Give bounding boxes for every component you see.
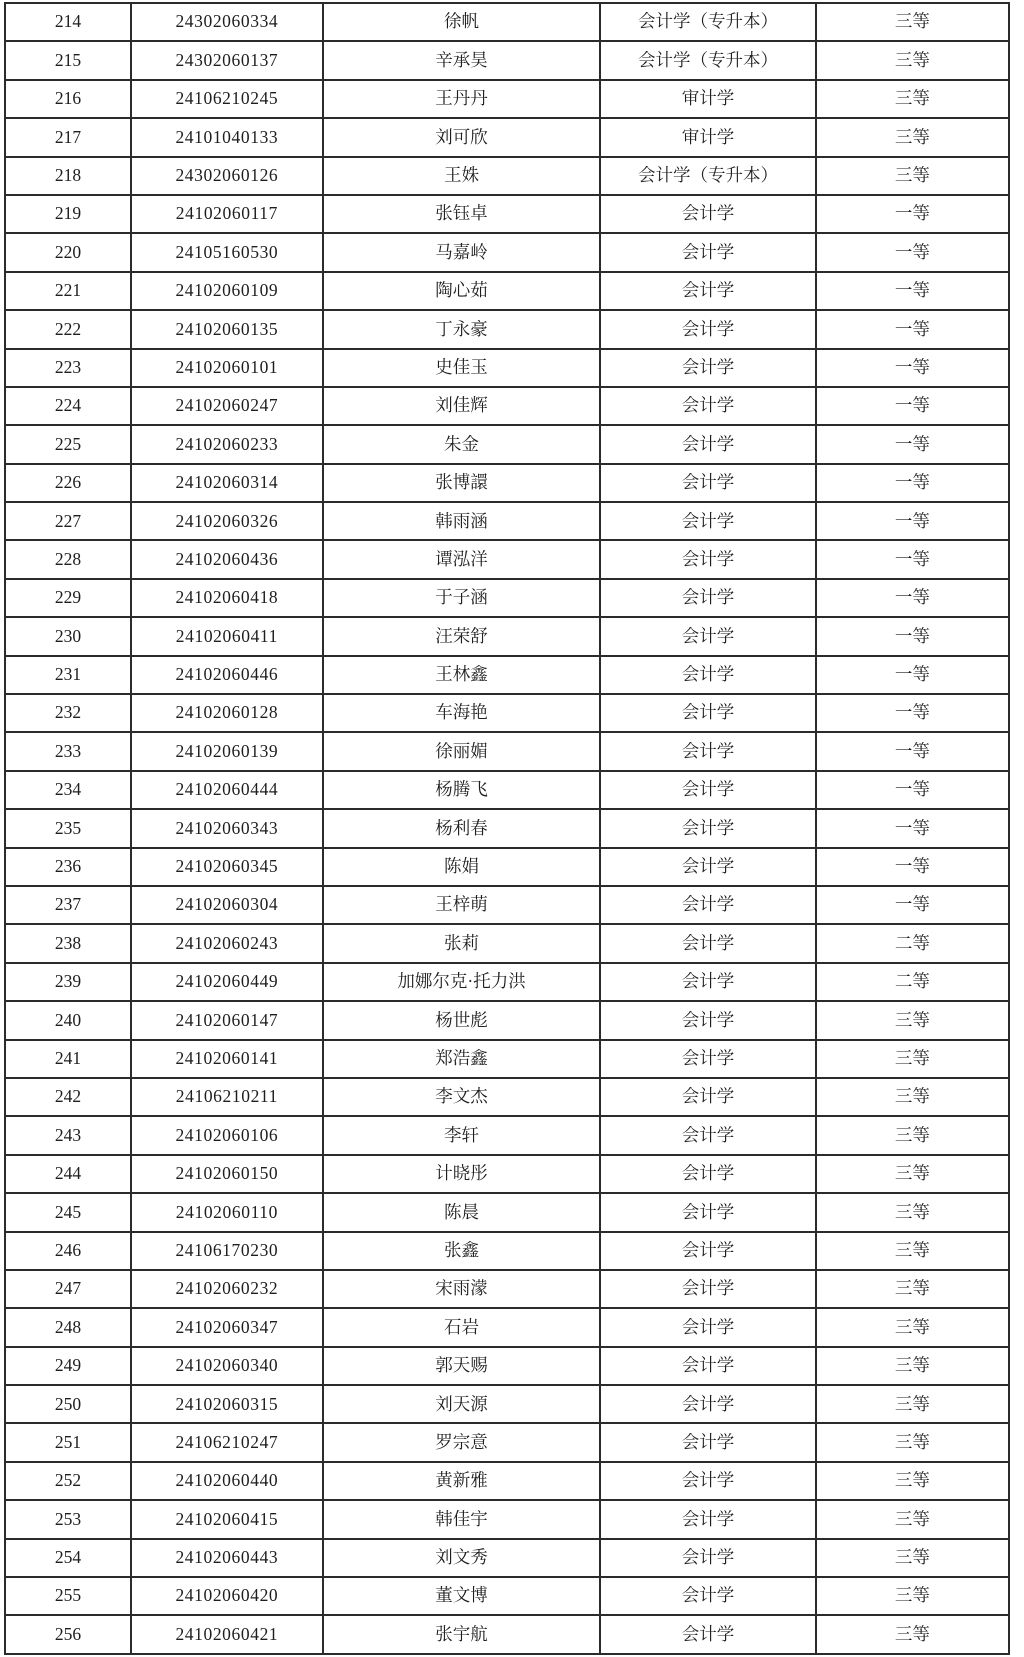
cell-major: 会计学	[600, 195, 815, 233]
cell-major: 会计学	[600, 1308, 815, 1346]
cell-row-number: 253	[5, 1500, 131, 1538]
cell-student-name: 郑浩鑫	[323, 1040, 601, 1078]
table-row	[5, 118, 1009, 156]
cell-student-id: 24102060110	[131, 1193, 323, 1231]
cell-row-number: 234	[5, 771, 131, 809]
cell-award-tier: 三等	[816, 1615, 1009, 1654]
cell-student-id: 24302060137	[131, 41, 323, 79]
cell-student-name: 朱金	[323, 425, 601, 463]
cell-student-id: 24102060150	[131, 1155, 323, 1193]
cell-major: 会计学	[600, 349, 815, 387]
cell-student-name: 董文博	[323, 1577, 601, 1615]
cell-major: 会计学	[600, 617, 815, 655]
cell-row-number: 244	[5, 1155, 131, 1193]
table-row	[5, 924, 1009, 962]
cell-award-tier: 一等	[816, 848, 1009, 886]
cell-major: 会计学	[600, 656, 815, 694]
cell-major: 会计学	[600, 1040, 815, 1078]
cell-major: 会计学	[600, 1155, 815, 1193]
cell-major: 会计学	[600, 1500, 815, 1538]
cell-row-number: 245	[5, 1193, 131, 1231]
cell-student-id: 24106170230	[131, 1232, 323, 1270]
cell-award-tier: 一等	[816, 694, 1009, 732]
table-row	[5, 1577, 1009, 1615]
cell-award-tier: 三等	[816, 1577, 1009, 1615]
cell-award-tier: 三等	[816, 1539, 1009, 1577]
cell-major: 会计学	[600, 1232, 815, 1270]
table-row	[5, 233, 1009, 271]
cell-student-id: 24102060443	[131, 1539, 323, 1577]
cell-major: 会计学	[600, 924, 815, 962]
cell-row-number: 237	[5, 886, 131, 924]
cell-student-name: 王姝	[323, 157, 601, 195]
table-row	[5, 1347, 1009, 1385]
table-row	[5, 809, 1009, 847]
cell-student-name: 罗宗意	[323, 1423, 601, 1461]
cell-student-name: 辛承昊	[323, 41, 601, 79]
cell-major: 会计学	[600, 1270, 815, 1308]
cell-award-tier: 三等	[816, 1462, 1009, 1500]
table-row	[5, 1385, 1009, 1423]
cell-major: 会计学（专升本）	[600, 157, 815, 195]
cell-student-id: 24102060411	[131, 617, 323, 655]
cell-major: 会计学	[600, 1423, 815, 1461]
cell-award-tier: 三等	[816, 1232, 1009, 1270]
cell-row-number: 229	[5, 579, 131, 617]
table-row	[5, 848, 1009, 886]
cell-student-name: 刘可欣	[323, 118, 601, 156]
table-row	[5, 1500, 1009, 1538]
cell-student-name: 王梓萌	[323, 886, 601, 924]
cell-award-tier: 一等	[816, 425, 1009, 463]
table-row	[5, 617, 1009, 655]
cell-row-number: 254	[5, 1539, 131, 1577]
cell-major: 会计学	[600, 464, 815, 502]
cell-major: 会计学	[600, 579, 815, 617]
cell-major: 会计学	[600, 502, 815, 540]
cell-award-tier: 二等	[816, 924, 1009, 962]
cell-student-id: 24102060420	[131, 1577, 323, 1615]
cell-major: 会计学	[600, 1615, 815, 1654]
table-row	[5, 1270, 1009, 1308]
award-roster-table	[4, 2, 1010, 1655]
cell-student-name: 刘天源	[323, 1385, 601, 1423]
cell-award-tier: 三等	[816, 118, 1009, 156]
cell-row-number: 247	[5, 1270, 131, 1308]
table-row	[5, 886, 1009, 924]
cell-student-id: 24302060334	[131, 3, 323, 41]
cell-student-id: 24102060347	[131, 1308, 323, 1346]
table-row	[5, 1116, 1009, 1154]
cell-award-tier: 三等	[816, 1155, 1009, 1193]
cell-major: 会计学	[600, 1078, 815, 1116]
cell-award-tier: 一等	[816, 387, 1009, 425]
cell-row-number: 233	[5, 732, 131, 770]
cell-student-id: 24106210247	[131, 1423, 323, 1461]
cell-student-name: 马嘉岭	[323, 233, 601, 271]
cell-student-name: 汪荣舒	[323, 617, 601, 655]
cell-award-tier: 三等	[816, 1308, 1009, 1346]
cell-award-tier: 一等	[816, 233, 1009, 271]
cell-major: 会计学	[600, 310, 815, 348]
cell-student-name: 杨腾飞	[323, 771, 601, 809]
table-row	[5, 464, 1009, 502]
cell-row-number: 230	[5, 617, 131, 655]
cell-award-tier: 一等	[816, 732, 1009, 770]
cell-student-id: 24105160530	[131, 233, 323, 271]
table-row	[5, 502, 1009, 540]
table-row	[5, 1001, 1009, 1039]
cell-student-id: 24102060243	[131, 924, 323, 962]
cell-student-name: 加娜尔克·托力洪	[323, 963, 601, 1001]
cell-student-name: 刘文秀	[323, 1539, 601, 1577]
table-row	[5, 1539, 1009, 1577]
cell-major: 会计学	[600, 1385, 815, 1423]
cell-student-id: 24106210211	[131, 1078, 323, 1116]
cell-award-tier: 一等	[816, 579, 1009, 617]
table-row	[5, 1232, 1009, 1270]
cell-award-tier: 一等	[816, 272, 1009, 310]
table-row	[5, 1308, 1009, 1346]
cell-student-name: 张博譞	[323, 464, 601, 502]
cell-major: 会计学	[600, 233, 815, 271]
table-row	[5, 963, 1009, 1001]
cell-award-tier: 三等	[816, 1078, 1009, 1116]
cell-row-number: 248	[5, 1308, 131, 1346]
cell-student-name: 徐丽媚	[323, 732, 601, 770]
cell-row-number: 256	[5, 1615, 131, 1654]
table-row	[5, 1078, 1009, 1116]
cell-student-id: 24102060444	[131, 771, 323, 809]
cell-major: 会计学	[600, 1347, 815, 1385]
cell-award-tier: 三等	[816, 1385, 1009, 1423]
cell-student-name: 史佳玉	[323, 349, 601, 387]
table-row	[5, 579, 1009, 617]
cell-major: 会计学	[600, 886, 815, 924]
cell-major: 会计学	[600, 1116, 815, 1154]
cell-major: 审计学	[600, 118, 815, 156]
cell-row-number: 231	[5, 656, 131, 694]
cell-student-name: 计晓彤	[323, 1155, 601, 1193]
cell-row-number: 255	[5, 1577, 131, 1615]
cell-row-number: 240	[5, 1001, 131, 1039]
cell-row-number: 239	[5, 963, 131, 1001]
cell-student-id: 24102060345	[131, 848, 323, 886]
cell-row-number: 235	[5, 809, 131, 847]
scanned-roster-page	[4, 2, 1010, 1655]
cell-award-tier: 三等	[816, 1347, 1009, 1385]
cell-student-name: 徐帆	[323, 3, 601, 41]
cell-student-id: 24102060446	[131, 656, 323, 694]
cell-student-id: 24102060340	[131, 1347, 323, 1385]
cell-student-id: 24102060139	[131, 732, 323, 770]
cell-award-tier: 一等	[816, 656, 1009, 694]
cell-student-name: 陈娟	[323, 848, 601, 886]
cell-student-id: 24102060418	[131, 579, 323, 617]
cell-row-number: 228	[5, 540, 131, 578]
cell-row-number: 222	[5, 310, 131, 348]
cell-student-id: 24102060436	[131, 540, 323, 578]
cell-student-name: 于子涵	[323, 579, 601, 617]
cell-major: 会计学	[600, 387, 815, 425]
cell-student-id: 24102060233	[131, 425, 323, 463]
cell-major: 会计学	[600, 272, 815, 310]
table-row	[5, 195, 1009, 233]
cell-major: 会计学（专升本）	[600, 3, 815, 41]
cell-student-id: 24102060147	[131, 1001, 323, 1039]
cell-student-name: 韩雨涵	[323, 502, 601, 540]
cell-student-id: 24102060128	[131, 694, 323, 732]
cell-award-tier: 一等	[816, 195, 1009, 233]
cell-award-tier: 三等	[816, 1040, 1009, 1078]
table-row	[5, 349, 1009, 387]
cell-student-id: 24102060415	[131, 1500, 323, 1538]
table-row	[5, 387, 1009, 425]
cell-row-number: 224	[5, 387, 131, 425]
cell-student-id: 24102060141	[131, 1040, 323, 1078]
cell-major: 会计学	[600, 848, 815, 886]
cell-major: 会计学	[600, 963, 815, 1001]
table-row	[5, 157, 1009, 195]
cell-major: 会计学	[600, 1193, 815, 1231]
cell-row-number: 251	[5, 1423, 131, 1461]
cell-row-number: 225	[5, 425, 131, 463]
cell-row-number: 215	[5, 41, 131, 79]
table-row	[5, 1462, 1009, 1500]
cell-student-id: 24102060117	[131, 195, 323, 233]
cell-major: 会计学	[600, 809, 815, 847]
cell-major: 会计学	[600, 540, 815, 578]
cell-student-name: 张莉	[323, 924, 601, 962]
table-body	[5, 3, 1009, 1654]
cell-award-tier: 三等	[816, 157, 1009, 195]
cell-student-name: 石岩	[323, 1308, 601, 1346]
cell-student-name: 郭天赐	[323, 1347, 601, 1385]
cell-student-id: 24102060315	[131, 1385, 323, 1423]
cell-student-name: 宋雨濛	[323, 1270, 601, 1308]
table-row	[5, 771, 1009, 809]
cell-award-tier: 二等	[816, 963, 1009, 1001]
cell-student-name: 陈晨	[323, 1193, 601, 1231]
cell-student-name: 杨世彪	[323, 1001, 601, 1039]
cell-student-name: 张钰卓	[323, 195, 601, 233]
cell-row-number: 218	[5, 157, 131, 195]
cell-award-tier: 三等	[816, 1001, 1009, 1039]
table-row	[5, 1155, 1009, 1193]
table-row	[5, 425, 1009, 463]
cell-award-tier: 三等	[816, 1500, 1009, 1538]
cell-row-number: 220	[5, 233, 131, 271]
table-row	[5, 1040, 1009, 1078]
cell-award-tier: 三等	[816, 1423, 1009, 1461]
table-row	[5, 1423, 1009, 1461]
cell-student-name: 韩佳宇	[323, 1500, 601, 1538]
cell-row-number: 214	[5, 3, 131, 41]
cell-student-name: 王丹丹	[323, 80, 601, 118]
cell-student-name: 王林鑫	[323, 656, 601, 694]
cell-major: 会计学	[600, 1462, 815, 1500]
cell-major: 会计学（专升本）	[600, 41, 815, 79]
cell-student-name: 李文杰	[323, 1078, 601, 1116]
cell-row-number: 217	[5, 118, 131, 156]
cell-student-id: 24101040133	[131, 118, 323, 156]
cell-student-name: 杨利春	[323, 809, 601, 847]
cell-row-number: 238	[5, 924, 131, 962]
cell-student-id: 24102060440	[131, 1462, 323, 1500]
cell-award-tier: 一等	[816, 540, 1009, 578]
cell-award-tier: 一等	[816, 349, 1009, 387]
cell-major: 会计学	[600, 425, 815, 463]
cell-student-id: 24102060421	[131, 1615, 323, 1654]
cell-award-tier: 一等	[816, 886, 1009, 924]
cell-student-id: 24102060101	[131, 349, 323, 387]
cell-student-id: 24102060247	[131, 387, 323, 425]
cell-student-id: 24102060106	[131, 1116, 323, 1154]
cell-row-number: 232	[5, 694, 131, 732]
cell-student-name: 车海艳	[323, 694, 601, 732]
cell-award-tier: 三等	[816, 41, 1009, 79]
cell-award-tier: 三等	[816, 1193, 1009, 1231]
cell-row-number: 250	[5, 1385, 131, 1423]
cell-row-number: 227	[5, 502, 131, 540]
cell-student-id: 24102060109	[131, 272, 323, 310]
cell-student-id: 24102060135	[131, 310, 323, 348]
cell-row-number: 252	[5, 1462, 131, 1500]
cell-major: 会计学	[600, 1539, 815, 1577]
cell-award-tier: 三等	[816, 1116, 1009, 1154]
cell-student-name: 丁永豪	[323, 310, 601, 348]
cell-award-tier: 三等	[816, 3, 1009, 41]
table-row	[5, 3, 1009, 41]
table-row	[5, 1193, 1009, 1231]
cell-student-id: 24102060326	[131, 502, 323, 540]
table-row	[5, 694, 1009, 732]
cell-award-tier: 一等	[816, 502, 1009, 540]
cell-student-name: 张鑫	[323, 1232, 601, 1270]
cell-row-number: 226	[5, 464, 131, 502]
cell-major: 会计学	[600, 694, 815, 732]
cell-row-number: 236	[5, 848, 131, 886]
cell-row-number: 221	[5, 272, 131, 310]
cell-student-name: 谭泓洋	[323, 540, 601, 578]
cell-row-number: 246	[5, 1232, 131, 1270]
cell-student-name: 刘佳辉	[323, 387, 601, 425]
cell-student-id: 24102060304	[131, 886, 323, 924]
cell-award-tier: 一等	[816, 809, 1009, 847]
cell-student-name: 陶心茹	[323, 272, 601, 310]
cell-major: 会计学	[600, 1001, 815, 1039]
cell-award-tier: 一等	[816, 771, 1009, 809]
cell-student-name: 张宇航	[323, 1615, 601, 1654]
cell-row-number: 219	[5, 195, 131, 233]
cell-award-tier: 三等	[816, 1270, 1009, 1308]
cell-student-id: 24102060232	[131, 1270, 323, 1308]
table-row	[5, 732, 1009, 770]
cell-award-tier: 一等	[816, 464, 1009, 502]
cell-award-tier: 一等	[816, 310, 1009, 348]
cell-student-name: 李轩	[323, 1116, 601, 1154]
cell-student-id: 24302060126	[131, 157, 323, 195]
cell-row-number: 243	[5, 1116, 131, 1154]
table-row	[5, 310, 1009, 348]
cell-row-number: 223	[5, 349, 131, 387]
table-row	[5, 272, 1009, 310]
cell-student-id: 24102060449	[131, 963, 323, 1001]
cell-row-number: 241	[5, 1040, 131, 1078]
cell-award-tier: 一等	[816, 617, 1009, 655]
cell-major: 审计学	[600, 80, 815, 118]
cell-student-name: 黄新雅	[323, 1462, 601, 1500]
table-row	[5, 656, 1009, 694]
table-row	[5, 80, 1009, 118]
table-row	[5, 1615, 1009, 1654]
cell-student-id: 24102060343	[131, 809, 323, 847]
cell-row-number: 242	[5, 1078, 131, 1116]
cell-major: 会计学	[600, 771, 815, 809]
cell-major: 会计学	[600, 732, 815, 770]
cell-student-id: 24102060314	[131, 464, 323, 502]
cell-major: 会计学	[600, 1577, 815, 1615]
cell-award-tier: 三等	[816, 80, 1009, 118]
table-row	[5, 41, 1009, 79]
cell-row-number: 216	[5, 80, 131, 118]
cell-row-number: 249	[5, 1347, 131, 1385]
cell-student-id: 24106210245	[131, 80, 323, 118]
table-row	[5, 540, 1009, 578]
